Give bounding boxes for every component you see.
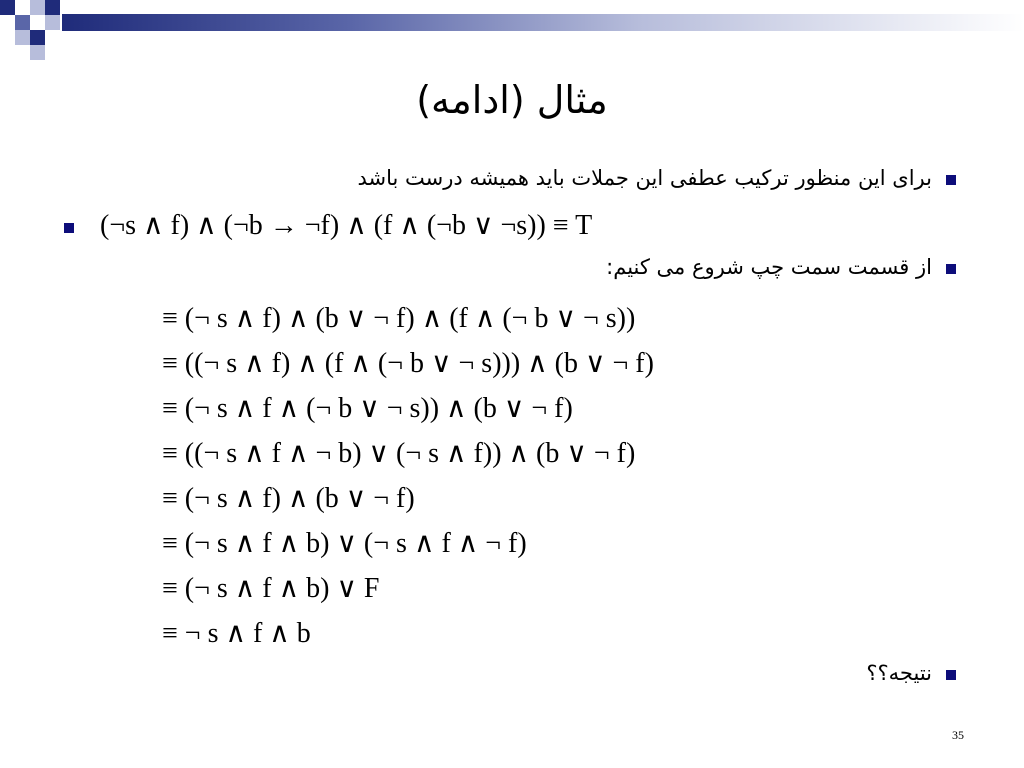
decor-square [15,0,30,15]
derivation-step: ≡ ((¬ s ∧ f ∧ ¬ b) ∨ (¬ s ∧ f)) ∧ (b ∨ ¬ f) [162,438,636,469]
derivation-step: ≡ (¬ s ∧ f ∧ (¬ b ∨ ¬ s)) ∧ (b ∨ ¬ f) [162,393,573,424]
header-gradient-bar [62,14,1024,31]
derivation-step: ≡ (¬ s ∧ f ∧ b) ∨ F [162,573,380,604]
decor-square [15,30,30,45]
bullet-square-icon [946,670,956,680]
derivation-step: ≡ (¬ s ∧ f ∧ b) ∨ (¬ s ∧ f ∧ ¬ f) [162,528,527,559]
decor-square [30,15,45,30]
derivation-step: ≡ (¬ s ∧ f) ∧ (b ∨ ¬ f) ∧ (f ∧ (¬ b ∨ ¬ s)) [162,303,636,334]
decor-square [45,15,60,30]
header-decoration [0,0,1024,60]
derivation-step: ≡ ((¬ s ∧ f) ∧ (f ∧ (¬ b ∨ ¬ s))) ∧ (b ∨ ¬ f) [162,348,654,379]
derivation-step: ≡ ¬ s ∧ f ∧ b [162,618,311,649]
slide-title: مثال (ادامه) [416,78,608,122]
decor-square [30,30,45,45]
decor-square [30,45,45,60]
page-number: 35 [952,728,964,742]
bullet-text-2: از قسمت سمت چپ شروع می کنیم: [606,255,932,279]
bullet-square-icon [946,175,956,185]
decor-square [30,0,45,15]
bullet-text-1: برای این منظور ترکیب عطفی این جملات باید همیشه درست باشد [357,166,932,190]
decor-square [15,15,30,30]
decor-square [45,0,60,15]
bullet-formula: (¬s ∧ f) ∧ (¬b → ¬f) ∧ (f ∧ (¬b ∨ ¬s)) ≡ T [100,210,593,241]
decor-square [45,30,60,45]
conclusion-text: نتیجه؟؟ [866,661,932,685]
decor-square [0,0,15,15]
derivation-step: ≡ (¬ s ∧ f) ∧ (b ∨ ¬ f) [162,483,415,514]
bullet-square-icon [64,223,74,233]
decor-square [0,15,15,30]
bullet-square-icon [946,264,956,274]
